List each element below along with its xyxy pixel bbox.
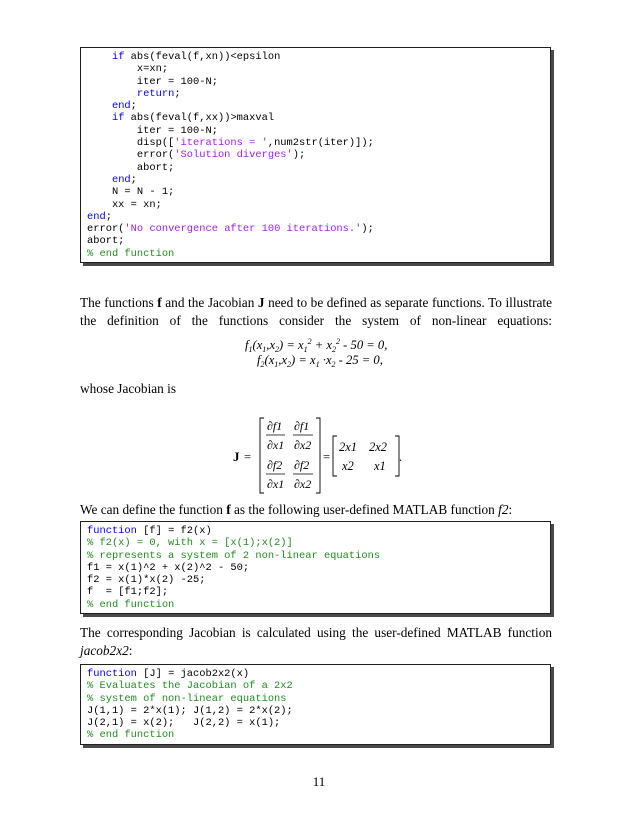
code-block-3 [80, 664, 551, 745]
partial-x2-den-4: ∂x2 [294, 477, 312, 491]
code-line: function [J] = jacob2x2(x) [87, 668, 250, 680]
code-line: x=xn; [87, 63, 169, 76]
code-line: end; [111, 100, 137, 113]
rhs-12: 2x2 [369, 440, 388, 454]
code-line: end; [111, 173, 137, 186]
partial-x1-den-3: ∂x1 [267, 477, 285, 491]
rhs-22: x1 [374, 459, 386, 473]
code-line: error('No convergence after 100 iterations.'); [87, 223, 374, 236]
paragraph-define-f2: We can define the function f as the following user-defined MATLAB function f2: [80, 502, 513, 517]
code-line: J(2,1) = x(2); J(2,2) = x(1); [87, 717, 281, 730]
code-line: error('Solution diverges'); [87, 149, 306, 162]
code-line: abort; [87, 235, 125, 248]
partial-f1-num-1: ∂f1 [267, 419, 283, 433]
code-line: J(1,1) = 2*x(1); J(1,2) = 2*x(2); [87, 704, 293, 717]
partial-f2-num-4: ∂f2 [294, 458, 310, 472]
code-line: f1 = x(1)^2 + x(2)^2 - 50; [87, 561, 250, 574]
paragraph-jacobian-intro: whose Jacobian is [80, 381, 177, 396]
code-line: if abs(feval(f,xn))<epsilon [111, 51, 281, 63]
equation-f1: $f_1(x_1,x_2) = x_1^2 + x_2^2 - 50 = 0$, [245, 337, 388, 354]
code-line: abort; [87, 161, 175, 174]
bracket-right-big [316, 418, 320, 493]
code-line: iter = 100-N; [87, 124, 218, 137]
bracket-left-big [260, 418, 264, 493]
code-line: % end function [87, 598, 175, 611]
equation-f2: $f_2(x_1,x_2) = x_1 \cdot x_2 - 25 = 0$, [257, 353, 383, 369]
paragraph-functions-definition: The functions f and the Jacobian J need to be defined as separate functions. To illustrate the definition of the functions consider the system of non-linear equations: [80, 295, 552, 328]
code-line: disp(['iterations = ',num2str(iter)]); [87, 137, 374, 150]
jacobian-equals-2: = [323, 450, 331, 464]
code-line: return; [136, 87, 181, 100]
jacobian-equals: = [244, 450, 252, 464]
code-line: f = [f1;f2]; [87, 586, 169, 599]
paragraph-jacobian-function: The corresponding Jacobian is calculated using the user-defined MATLAB function jacob2x2: [80, 625, 552, 658]
code-line: % represents a system of 2 non-linear equations [87, 549, 381, 562]
code-line: % end function [87, 247, 175, 260]
code-line: end; [87, 210, 112, 223]
bracket-left-small [333, 436, 337, 476]
partial-f1-num-2: ∂f1 [294, 419, 310, 433]
jacobian-period: . [399, 450, 403, 464]
partial-f2-num-3: ∂f2 [267, 458, 283, 472]
code-line: f2 = x(1)*x(2) -25; [87, 574, 206, 587]
code-line: % f2(x) = 0, with x = [x(1);x(2)] [87, 537, 293, 550]
rhs-21: x2 [342, 459, 354, 473]
jacobian-matrix [233, 416, 403, 496]
code-line: % end function [87, 729, 175, 742]
code-line: iter = 100-N; [87, 75, 218, 88]
code-line: xx = xn; [87, 198, 162, 211]
code-block-2 [80, 521, 551, 614]
code-line: if abs(feval(f,xx))>maxval [111, 112, 275, 125]
rhs-11: 2x1 [339, 440, 358, 454]
code-line: % Evaluates the Jacobian of a 2x2 [87, 680, 293, 693]
code-block-1 [80, 47, 551, 263]
jacobian-lhs: J [233, 449, 240, 464]
code-line: % system of non-linear equations [87, 692, 287, 705]
page-number: 11 [312, 774, 326, 789]
partial-x2-den-2: ∂x2 [294, 438, 312, 452]
code-line: function [f] = f2(x) [87, 525, 212, 537]
partial-x1-den-1: ∂x1 [267, 438, 285, 452]
code-line: N = N - 1; [87, 186, 175, 199]
